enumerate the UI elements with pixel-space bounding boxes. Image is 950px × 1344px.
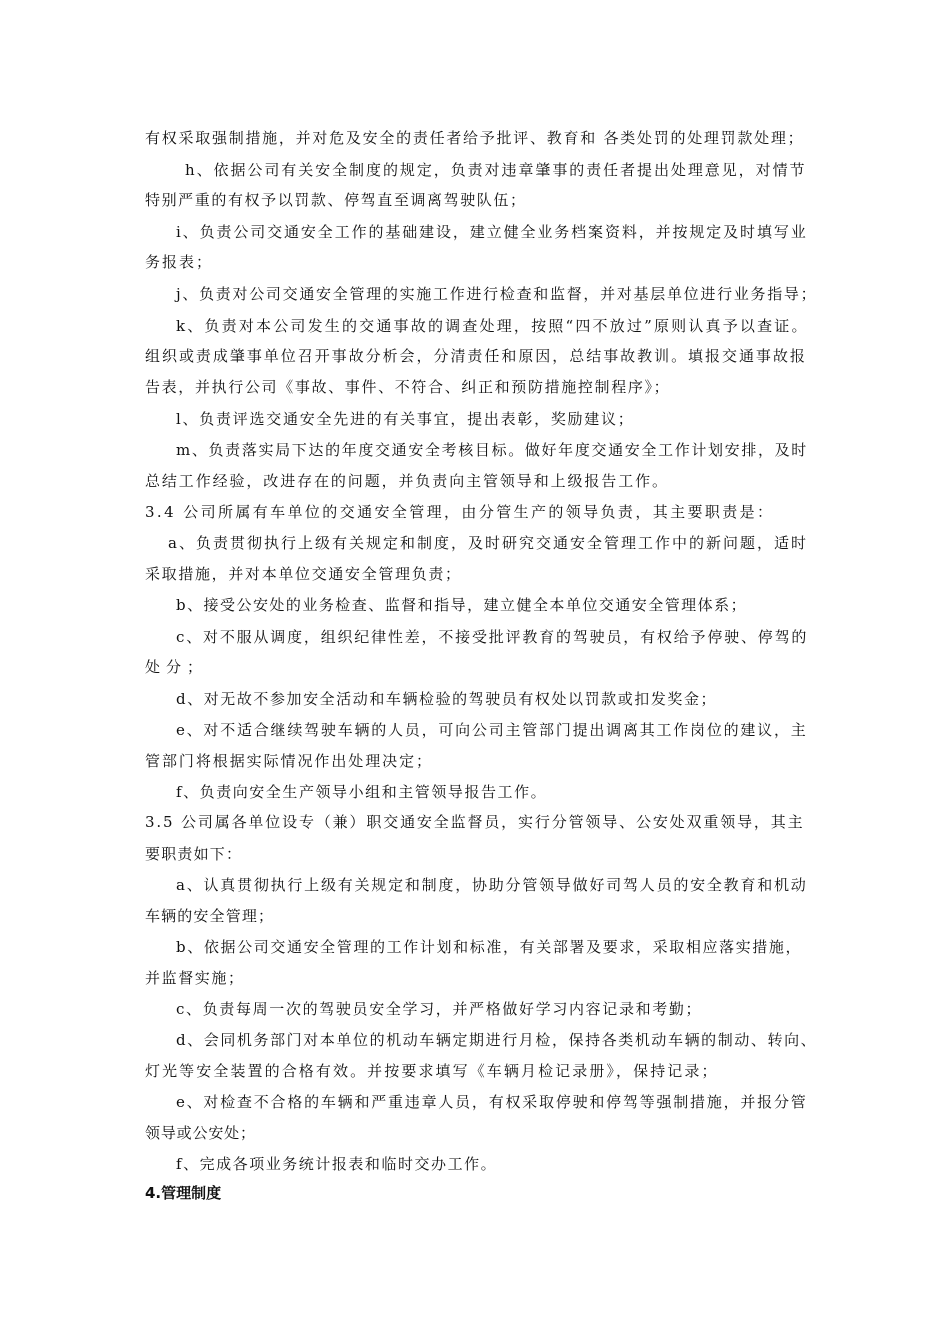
text-line: a、负责贯彻执行上级有关规定和制度，及时研究交通安全管理工作中的新问题，适时 xyxy=(168,534,808,552)
text-line: d、对无故不参加安全活动和车辆检验的驾驶员有权处以罚款或扣发奖金； xyxy=(176,690,718,708)
text-line: 并监督实施； xyxy=(145,969,245,987)
text-line: l、负责评选交通安全先进的有关事宜，提出表彰，奖励建议； xyxy=(176,410,635,428)
text-line: 领导或公安处； xyxy=(145,1124,256,1142)
text-line: 采取措施，并对本单位交通安全管理负责； xyxy=(145,565,462,583)
text-line: c、对不服从调度，组织纪律性差，不接受批评教育的驾驶员，有权给予停驶、停驾的 xyxy=(176,628,809,646)
text-line: d、会同机务部门对本单位的机动车辆定期进行月检，保持各类机动车辆的制动、转向、 xyxy=(176,1031,818,1049)
text-line: m、负责落实局下达的年度交通安全考核目标。做好年度交通安全工作计划安排，及时 xyxy=(176,441,808,459)
text-line: 组织或责成肇事单位召开事故分析会，分清责任和原因，总结事故教训。填报交通事故报 xyxy=(145,347,807,365)
section-line: 3.5 公司属各单位设专（兼）职交通安全监督员，实行分管领导、公安处双重领导，其主 xyxy=(145,813,805,831)
text-line: e、对检查不合格的车辆和严重违章人员，有权采取停驶和停驾等强制措施，并报分管 xyxy=(176,1093,808,1111)
text-line: 务报表； xyxy=(145,253,214,271)
section-heading: 4.管理制度 xyxy=(145,1184,222,1202)
text-line: 总结工作经验，改进存在的问题，并负责向主管领导和上级报告工作。 xyxy=(145,472,669,490)
text-line: 要职责如下： xyxy=(145,845,243,863)
text-line: 管部门将根据实际情况作出处理决定； xyxy=(145,752,433,770)
text-line: 灯光等安全装置的合格有效。并按要求填写《车辆月检记录册》，保持记录； xyxy=(145,1062,719,1080)
text-line: i、负责公司交通安全工作的基础建设，建立健全业务档案资料，并按规定及时填写业 xyxy=(176,223,808,241)
text-line: j、负责对公司交通安全管理的实施工作进行检查和监督，并对基层单位进行业务指导； xyxy=(176,285,818,303)
text-line: 有权采取强制措施，并对危及安全的责任者给予批评、教育和 各类处罚的处理罚款处理； xyxy=(145,129,805,147)
text-line: b、接受公安处的业务检查、监督和指导，建立健全本单位交通安全管理体系； xyxy=(176,596,748,614)
text-line: k、负责对本公司发生的交通事故的调查处理，按照“四不放过”原则认真予以查证。 xyxy=(176,317,809,335)
text-line: e、对不适合继续驾驶车辆的人员，可向公司主管部门提出调离其工作岗位的建议，主 xyxy=(176,721,808,739)
text-line: 车辆的安全管理； xyxy=(145,907,275,925)
text-line: c、负责每周一次的驾驶员安全学习，并严格做好学习内容记录和考勤； xyxy=(176,1000,703,1018)
text-line: 告表，并执行公司《事故、事件、不符合、纠正和预防措施控制程序》； xyxy=(145,378,671,396)
section-line: 3.4 公司所属有车单位的交通安全管理，由分管生产的领导负责，其主要职责是： xyxy=(145,503,775,521)
text-line: 处分； xyxy=(145,658,209,676)
text-line: f、负责向安全生产领导小组和主管领导报告工作。 xyxy=(176,783,548,801)
text-line: h、依据公司有关安全制度的规定，负责对违章肇事的责任者提出处理意见，对情节 xyxy=(185,161,807,179)
text-line: a、认真贯彻执行上级有关规定和制度，协助分管领导做好司驾人员的安全教育和机动 xyxy=(176,876,808,894)
text-line: 特别严重的有权予以罚款、停驾直至调离驾驶队伍； xyxy=(145,191,527,209)
text-line: f、完成各项业务统计报表和临时交办工作。 xyxy=(176,1155,498,1173)
text-line: b、依据公司交通安全管理的工作计划和标准，有关部署及要求，采取相应落实措施， xyxy=(176,938,803,956)
